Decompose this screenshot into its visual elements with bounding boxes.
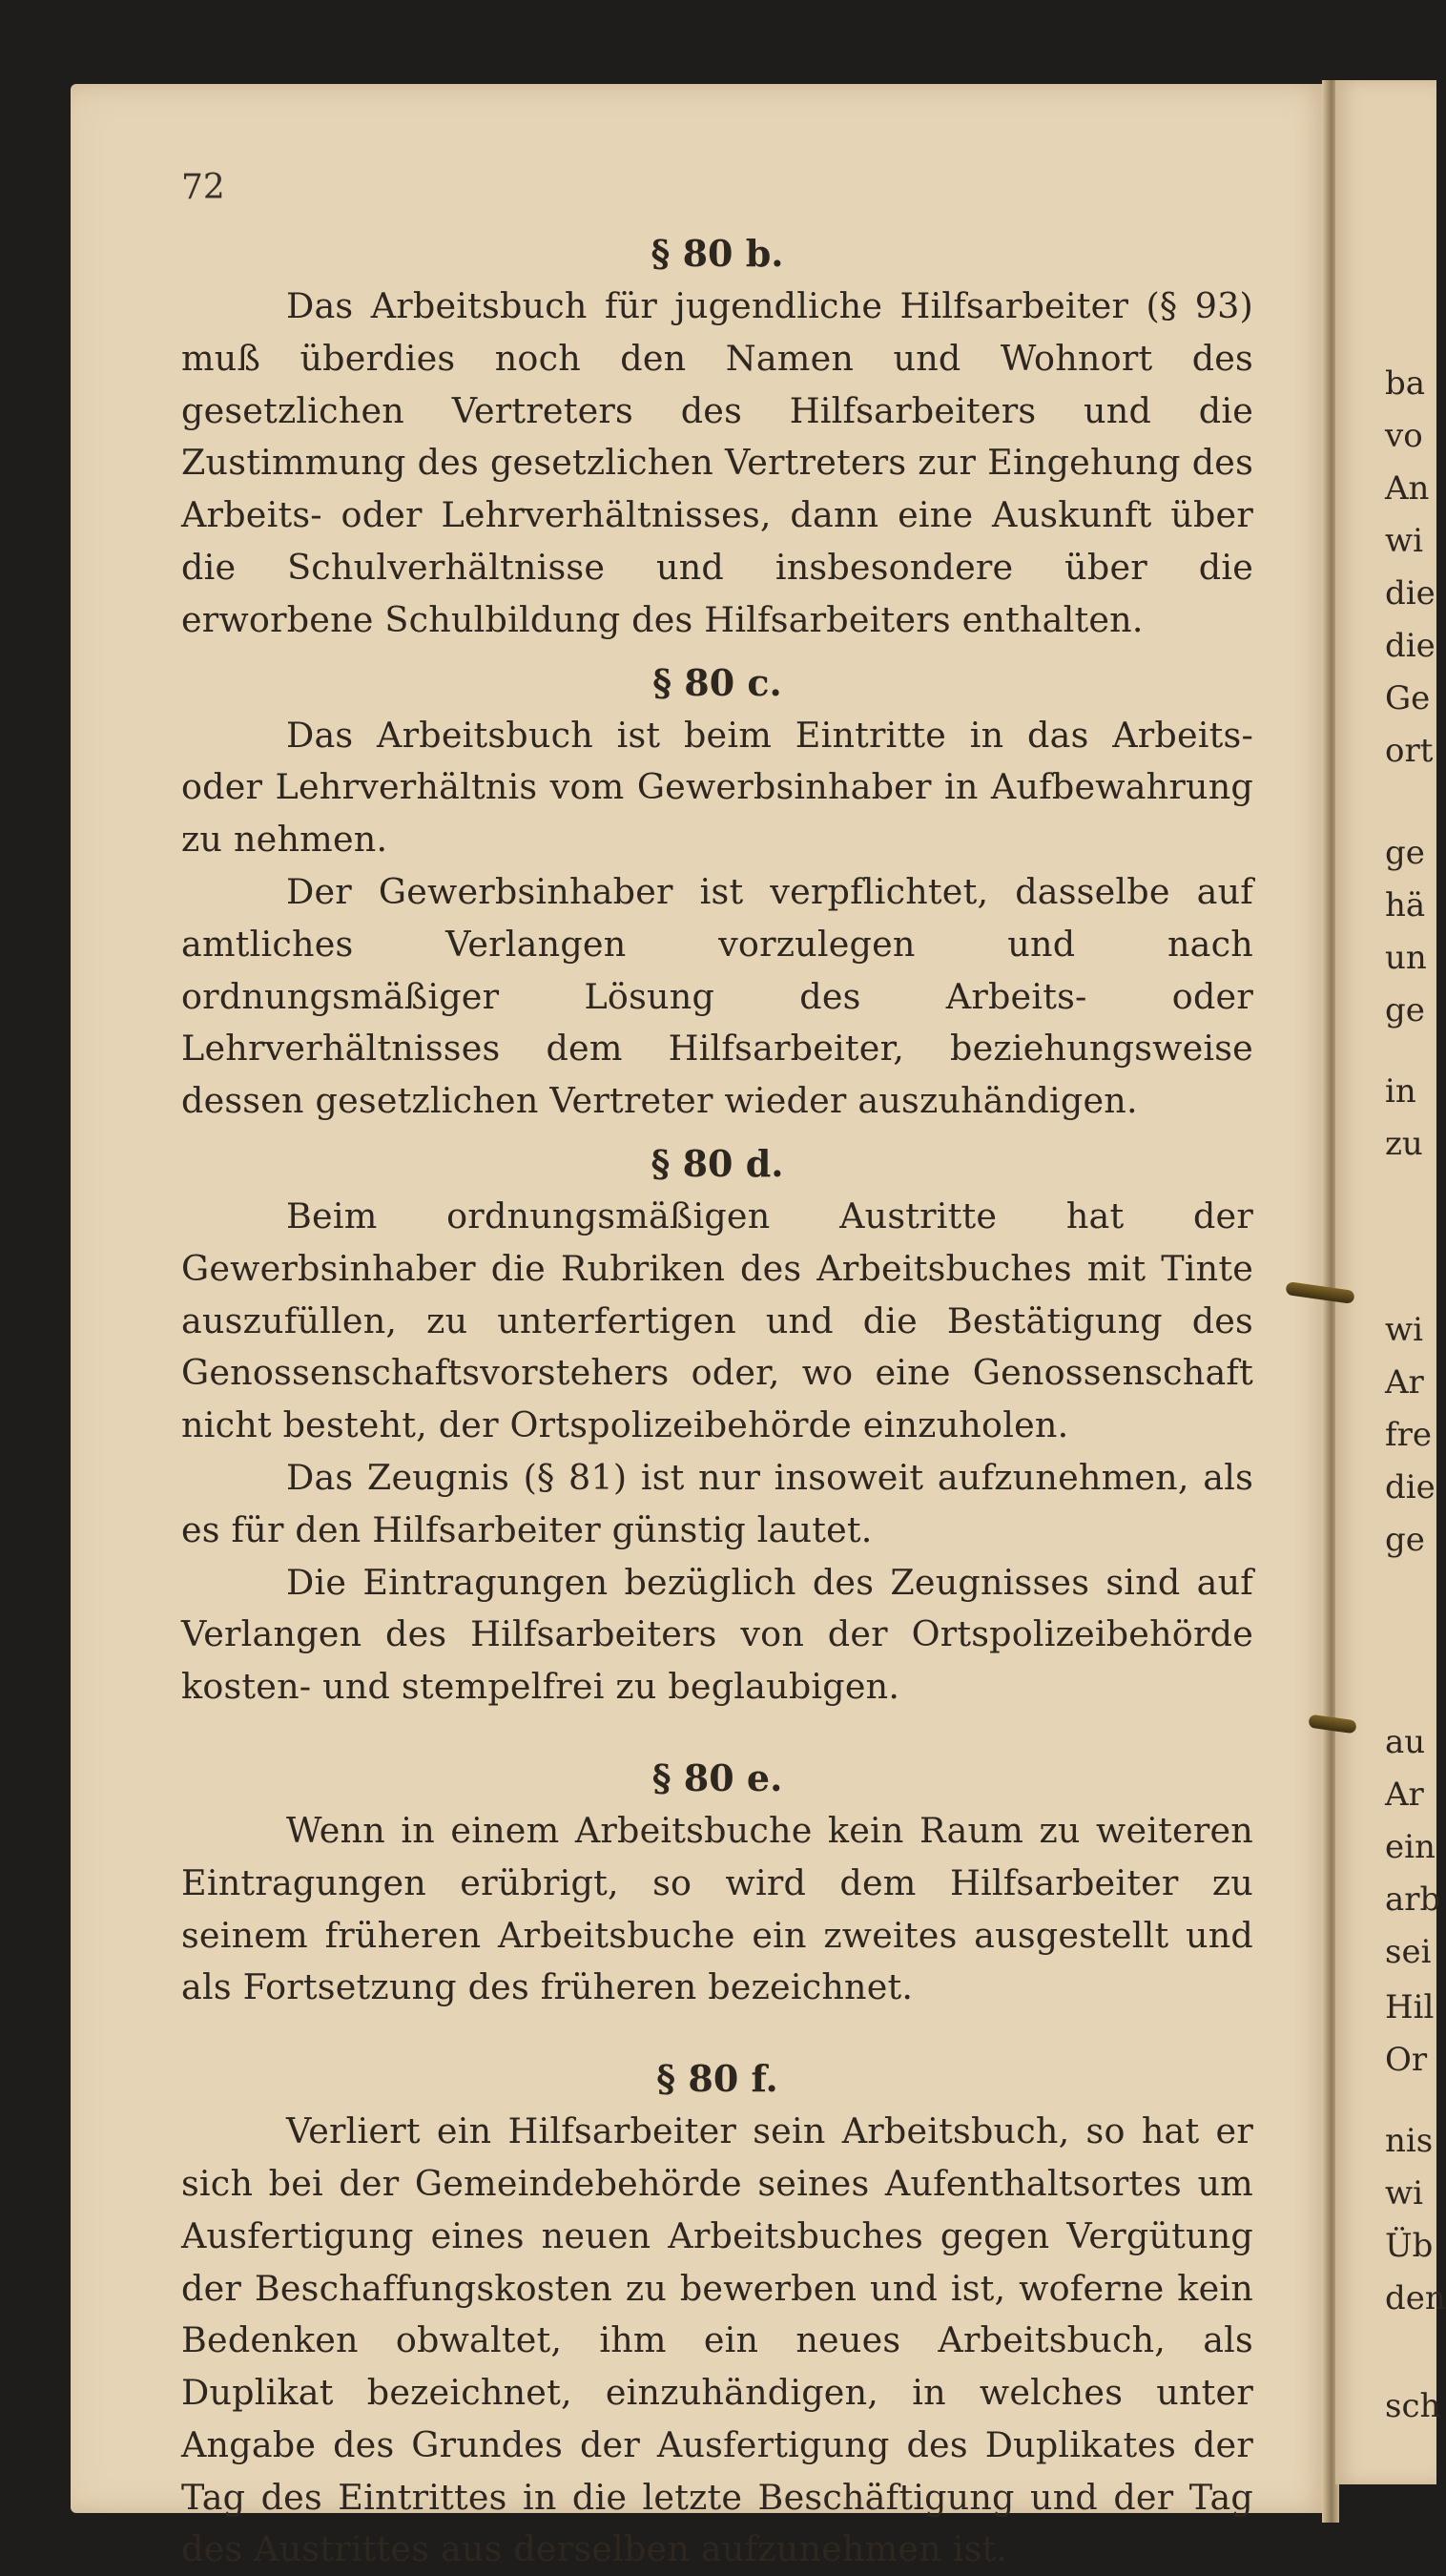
facing-page-fragment: die [1385, 574, 1436, 613]
facing-page-fragment: den [1385, 2279, 1446, 2317]
facing-page-fragment: Ar [1385, 1776, 1424, 1814]
facing-page-fragment: sch [1385, 2387, 1441, 2425]
facing-page-fragment: wi [1385, 1311, 1423, 1349]
paragraph: Der Gewerbsinhaber ist verpflichtet, dasselbe auf amtliches Verlangen vorzulegen und nach ordnungsmäßiger Lösung des Arbeits- oder Lehrverhältnisses dem Hilfsarbeiter, beziehungsweise dessen gesetzlichen Vertreter wieder auszuhändigen. [181, 870, 1253, 1122]
facing-page-fragment: un [1385, 939, 1427, 977]
facing-page-fragment: zu [1385, 1125, 1423, 1163]
facing-page-fragment: ort [1385, 732, 1434, 770]
paragraph: Wenn in einem Arbeitsbuche kein Raum zu weiteren Eintragungen erübrigt, so wird dem Hilfsarbeiter zu seinem früheren Arbeitsbuche ein zweites ausgestellt und als Fortsetzung des früheren bezeichnet. [181, 1809, 1253, 2008]
facing-page-fragment: Ar [1385, 1363, 1424, 1402]
facing-page-fragment: Ge [1385, 679, 1431, 717]
facing-page-fragment: arb [1385, 1880, 1441, 1919]
facing-page-fragment: sei [1385, 1933, 1432, 1971]
facing-page-fragment: hä [1385, 886, 1426, 924]
facing-page-fragment: wi [1385, 2174, 1423, 2212]
facing-page-fragment: au [1385, 1723, 1426, 1761]
facing-page-fragment: Or [1385, 2041, 1428, 2079]
section-heading-80e: § 80 e. [651, 1755, 783, 1799]
facing-book-page [1335, 80, 1446, 2484]
paragraph: Das Arbeitsbuch ist beim Eintritte in das Arbeits- oder Lehrverhältnis vom Gewerbsinhaber in Aufbewahrung zu nehmen. [181, 714, 1253, 861]
section-heading-80d: § 80 d. [651, 1141, 784, 1185]
facing-page-fragment: Hil [1385, 1988, 1435, 2026]
section-heading-80b: § 80 b. [651, 232, 784, 275]
section-heading-80c: § 80 c. [652, 660, 782, 704]
paragraph: Verliert ein Hilfsarbeiter sein Arbeitsbuch, so hat er sich bei der Gemeindebehörde seines Aufenthaltsortes um Ausfertigung eines neuen Arbeitsbuches gegen Vergütung der Beschaffungskosten zu bewerben und ist, woferne kein Bedenken obwaltet, ihm ein neues Arbeitsbuch, als Duplikat bezeichnet, einzuhändigen, in welches unter Angabe des Grundes der Ausfertigung des Duplikates der Tag des Eintrittes in die letzte Beschäftigung und der Tag des Austrittes aus derselben aufzunehmen ist. [181, 2110, 1253, 2570]
page-number: 72 [181, 168, 225, 207]
facing-page-fragment: nis [1385, 2122, 1434, 2160]
facing-page-fragment: die [1385, 1468, 1436, 1506]
facing-page-fragment: in [1385, 1072, 1416, 1111]
facing-page-fragment: Üb [1385, 2227, 1434, 2265]
facing-page-fragment: ein [1385, 1828, 1436, 1866]
facing-page-fragment: vo [1385, 417, 1423, 455]
paragraph: Das Zeugnis (§ 81) ist nur insoweit aufzunehmen, als es für den Hilfsarbeiter günstig lautet. [181, 1456, 1253, 1550]
paragraph: Die Eintragungen bezüglich des Zeugnisses sind auf Verlangen des Hilfsarbeiters von der Ortspolizeibehörde kosten- und stempelfrei zu beglaubigen. [181, 1561, 1253, 1708]
paragraph: Das Arbeitsbuch für jugendliche Hilfsarbeiter (§ 93) muß überdies noch den Namen und Wohnort des gesetzlichen Vertreters des Hilfsarbeiters und die Zustimmung des gesetzlichen Vertreters zur Eingehung des Arbeits- oder Lehrverhältnisses, dann eine Auskunft über die Schulverhältnisse und insbesondere über die erworbene Schulbildung des Hilfsarbeiters enthalten. [181, 285, 1253, 640]
facing-page-fragment: ge [1385, 1521, 1425, 1559]
paragraph: Beim ordnungsmäßigen Austritte hat der Gewerbsinhaber die Rubriken des Arbeitsbuches mit Tinte auszufüllen, zu unterfertigen und die Bestätigung des Genossenschaftsvorstehers oder, wo eine Genossenschaft nicht besteht, der Ortspolizeibehörde einzuholen. [181, 1195, 1253, 1446]
facing-page-fragment: die [1385, 627, 1436, 665]
facing-page-fragment: fre [1385, 1416, 1432, 1454]
facing-page-fragment: ba [1385, 364, 1426, 403]
section-heading-80f: § 80 f. [656, 2057, 778, 2101]
facing-page-fragment: ge [1385, 834, 1425, 872]
facing-page-fragment: ge [1385, 991, 1425, 1029]
page-text [181, 227, 1253, 2576]
facing-page-fragment: An [1385, 469, 1430, 508]
facing-page-fragment: wi [1385, 522, 1423, 560]
